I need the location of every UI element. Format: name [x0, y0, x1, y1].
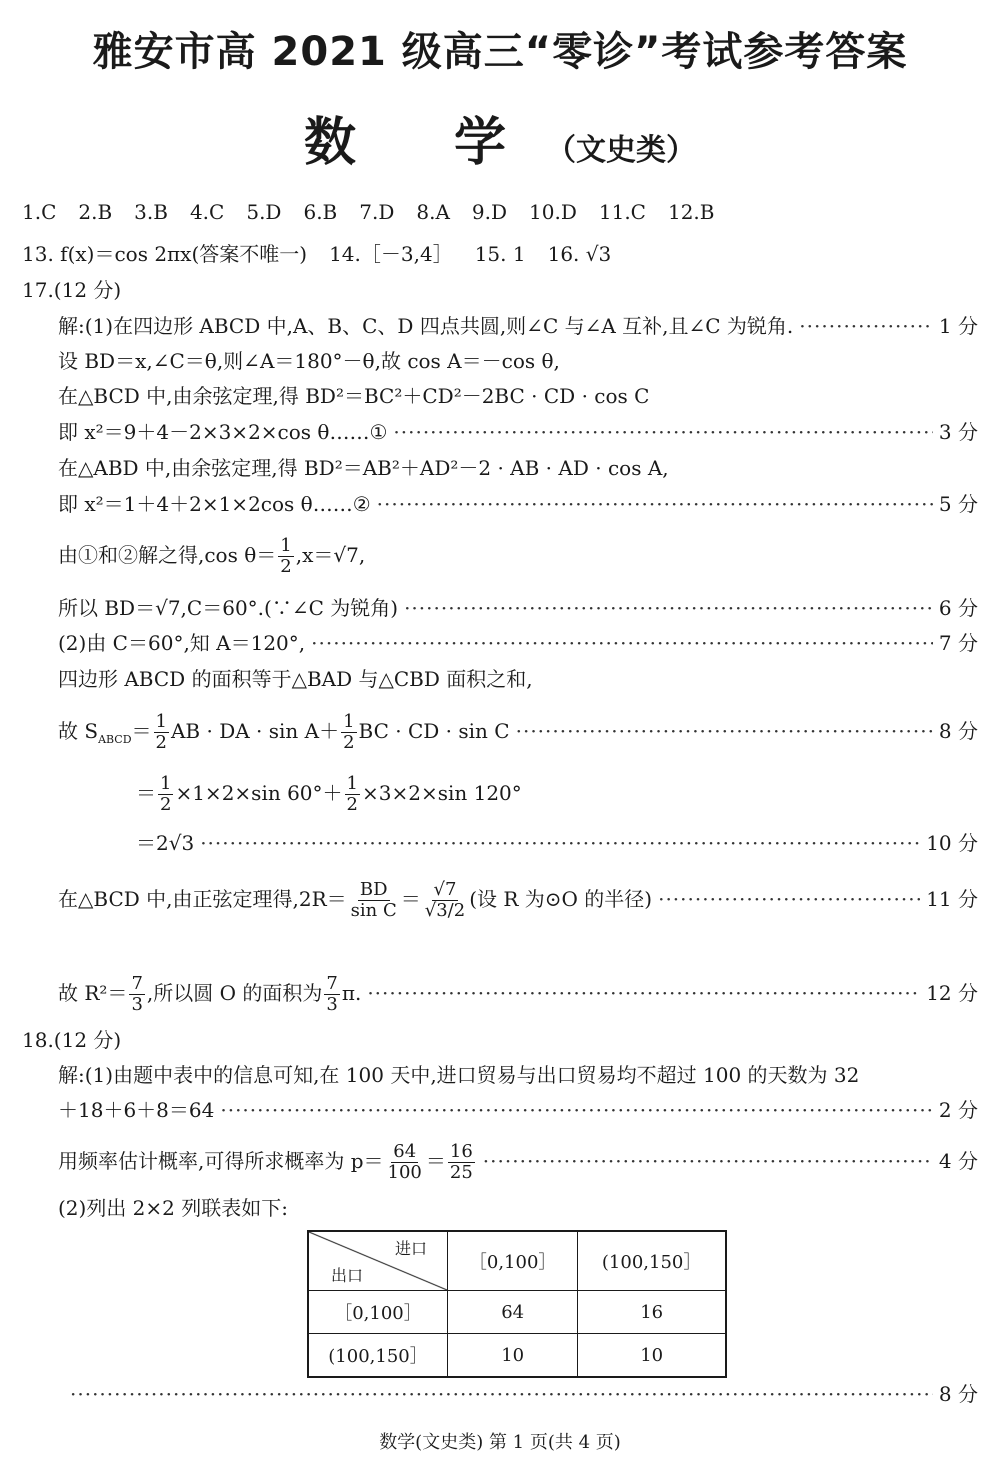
table-cell: 10	[578, 1334, 726, 1378]
table-col-header: ［0,100］	[448, 1231, 578, 1291]
q17-line: 在△BCD 中,由余弦定理,得 BD²＝BC²＋CD²－2BC · CD · cos C	[58, 384, 650, 408]
table-cell: 16	[578, 1291, 726, 1334]
q17-line: ＝ $\frac{1}{2}$ ×1×2×sin 60°＋ $\frac{1}{2}$ ×3×2×sin 120°	[136, 773, 522, 815]
q17-line: 所以 BD＝√7,C＝60°.(∵∠C 为锐角) ····· 6 分	[58, 594, 978, 622]
page-title: 雅安市高 2021 级高三“零诊”考试参考答案	[92, 29, 908, 75]
contingency-table	[307, 1230, 727, 1378]
table-header-row	[308, 1231, 726, 1291]
table-cell: 10	[448, 1334, 578, 1378]
q17-line: 在△BCD 中,由正弦定理得,2R＝ $\frac{BD}{\text{sin C}}$ ＝ $\frac{√7}{√3/2}$ (设 R 为⊙O 的半径) ····· 11 分	[58, 880, 978, 921]
q17-line: 设 BD＝x,∠C＝θ,则∠A＝180°－θ,故 cos A＝－cos θ,	[58, 349, 560, 373]
q17-line: 在△ABD 中,由余弦定理,得 BD²＝AB²＋AD²－2 · AB · AD · cos A,	[58, 456, 669, 480]
q18-line: 解:(1)由题中表中的信息可知,在 100 天中,进口贸易与出口贸易均不超过 100 的天数为 32	[58, 1063, 860, 1087]
q17-line: 解:(1)在四边形 ABCD 中,A、B、C、D 四点共圆,则∠C 与∠A 互补,且∠C 为锐角. ····· 1 分	[58, 312, 978, 340]
page-footer: 数学(文史类) 第 1 页(共 4 页)	[379, 1432, 621, 1453]
table-row	[308, 1334, 726, 1378]
q17-line: 即 x²＝9＋4－2×3×2×cos θ……① ····· 3 分	[58, 418, 978, 446]
table-col-header: (100,150］	[578, 1231, 726, 1291]
q17-line: 故 R²＝ $\frac{7}{3}$ ,所以圆 O 的面积为 $\frac{7}{3}$ π. ····· 12 分	[58, 974, 978, 1015]
q17-heading: 17.(12 分)	[22, 278, 122, 302]
q17-line: ＝2√3 ····· 10 分	[136, 829, 978, 857]
choice-answers: 1.C 2.B 3.B 4.C 5.D 6.B 7.D 8.A 9.D 10.D 11.C 12.B	[22, 200, 715, 224]
table-row-header: ［0,100］	[308, 1291, 448, 1334]
q18-line: (2)列出 2×2 列联表如下:	[58, 1196, 288, 1220]
q17-line: 四边形 ABCD 的面积等于△BAD 与△CBD 面积之和,	[58, 667, 533, 691]
subject-name: 数 学	[303, 113, 547, 173]
table-cell: 64	[448, 1291, 578, 1334]
q18-line: 用频率估计概率,可得所求概率为 p＝ $\frac{64}{100}$ ＝ $\frac{16}{25}$ ····· 4 分	[58, 1142, 978, 1183]
q17-line: (2)由 C＝60°,知 A＝120°, ····· 7 分	[58, 629, 978, 657]
table-row	[308, 1291, 726, 1334]
table-corner: 进口 出口	[308, 1231, 448, 1291]
fill-answers: 13. f(x)＝cos 2πx(答案不唯一) 14.［－3,4］ 15. 1 16. √3	[22, 242, 612, 266]
q17-line: 即 x²＝1＋4＋2×1×2cos θ……② ····· 5 分	[58, 490, 978, 518]
table-row-header: (100,150］	[308, 1334, 448, 1378]
subject-type: （文史类）	[546, 133, 697, 168]
q17-line: 故 $S_{ABCD}=$ $\frac{1}{2}$ AB · DA · sin A＋ $\frac{1}{2}$ BC · CD · sin C ····· 8 分	[58, 712, 978, 754]
subject-title	[0, 100, 1000, 175]
q18-heading: 18.(12 分)	[22, 1028, 122, 1052]
q18-line: ＋18＋6＋8＝64 ····· 2 分	[58, 1096, 978, 1124]
q17-line: 由①和②解之得,cos θ＝ $\frac{1}{2}$ ,x＝√7,	[58, 535, 366, 577]
q18-score-line: ····· 8 分	[64, 1380, 978, 1408]
